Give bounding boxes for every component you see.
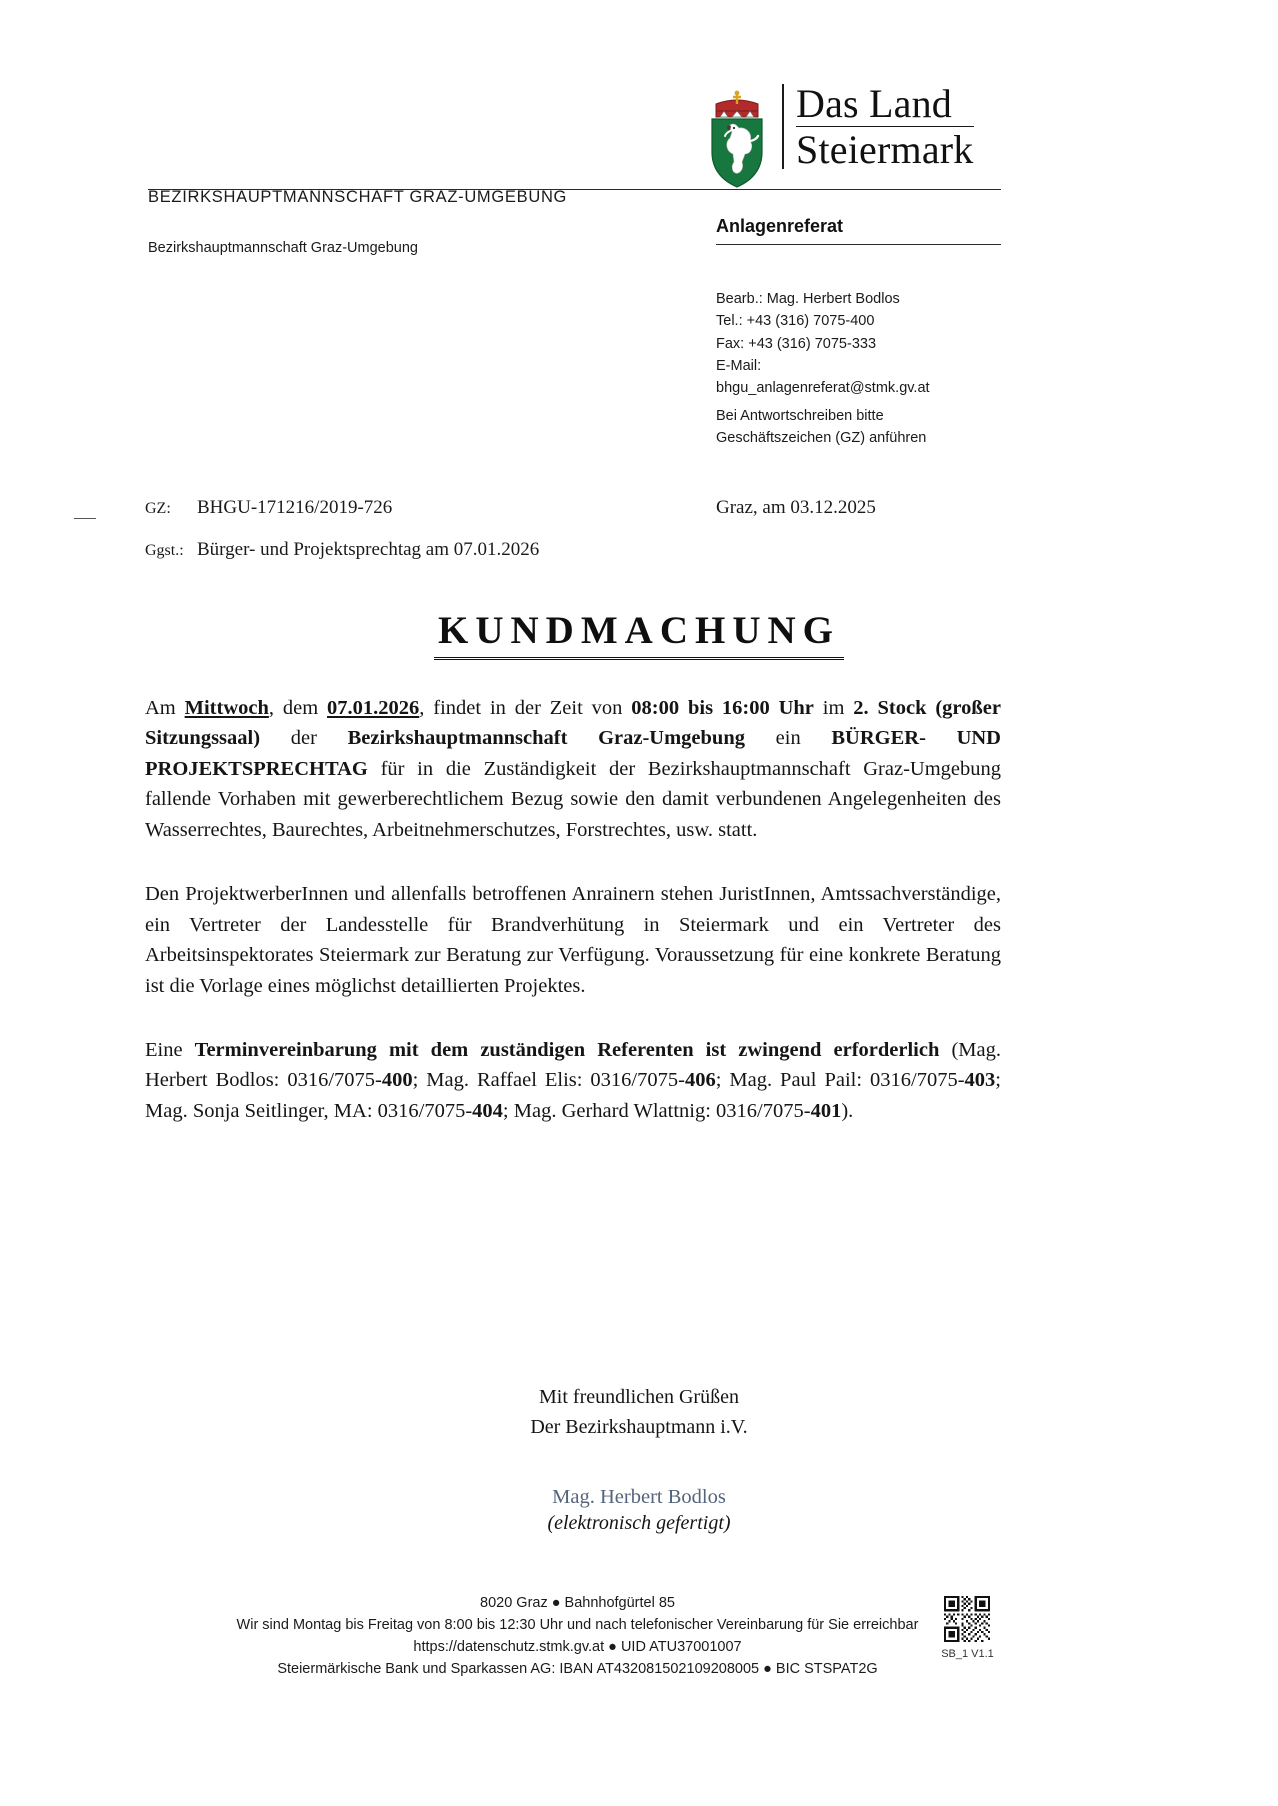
qr-code-label: SB_1 V1.1 <box>941 1648 994 1660</box>
signature-name: Mag. Herbert Bodlos <box>552 1486 726 1508</box>
gz-label: GZ: <box>145 500 171 517</box>
gz-value: BHGU-171216/2019-726 <box>197 497 393 518</box>
ggst-row <box>145 539 539 561</box>
signature-block <box>0 1382 1278 1442</box>
signature-role: Der Bezirkshauptmann i.V. <box>530 1416 748 1438</box>
styria-coat-of-arms-icon <box>706 90 768 190</box>
logo-wordmark <box>782 81 974 172</box>
contact-fax: Fax: +43 (316) 7075-333 <box>716 335 877 352</box>
contact-bearb: Bearb.: Mag. Herbert Bodlos <box>716 291 900 307</box>
gz-row <box>145 497 392 519</box>
contact-tel: Tel.: +43 (316) 7075-400 <box>716 313 875 330</box>
authority-heading: BEZIRKSHAUPTMANNSCHAFT GRAZ-UMGEBUNG <box>148 188 568 206</box>
footer-hours: Wir sind Montag bis Freitag von 8:00 bis 12:30 Uhr und nach telefonischer Vereinbarung für Sie erreichbar <box>236 1617 919 1634</box>
signature-electronic-note: (elektronisch gefertigt) <box>547 1512 731 1534</box>
fold-mark <box>74 518 96 519</box>
page-title <box>0 608 1278 653</box>
signature-greeting: Mit freundlichen Grüßen <box>539 1386 739 1408</box>
logo-line-1: Das Land <box>796 81 952 126</box>
state-logo <box>706 81 996 194</box>
document-body <box>145 693 1001 1160</box>
footer-address: 8020 Graz ● Bahnhofgürtel 85 <box>480 1595 675 1611</box>
footer-bank: Steiermärkische Bank und Sparkassen AG: IBAN AT432081502109208005 ● BIC STSPAT2G <box>277 1661 878 1678</box>
paragraph-participants: Den ProjektwerberInnen und allenfalls betroffenen Anrainern stehen JuristInnen, Amtssachverständige, ein Vertreter der Landesstelle für Brandverhütung in Steiermark und ein Vertreter des Arbeitsinspektorates Steiermark zur Beratung zur Verfügung. Voraussetzung für eine konkrete Beratung ist die Vorlage eines möglichst detaillierten Projektes. <box>145 883 1001 997</box>
reply-note <box>716 405 926 450</box>
document-footer <box>120 1592 1035 1680</box>
department-rule <box>716 244 1001 245</box>
contact-block <box>716 288 930 400</box>
qr-code-icon <box>944 1596 990 1642</box>
logo-line-2: Steiermark <box>796 126 974 172</box>
addressee-line: Bezirkshauptmannschaft Graz-Umgebung <box>148 240 418 256</box>
place-date: Graz, am 03.12.2025 <box>716 497 876 518</box>
ggst-label: Ggst.: <box>145 542 184 559</box>
reply-note-line-1: Bei Antwortschreiben bitte <box>716 408 884 424</box>
authority-rule <box>148 189 1001 190</box>
footer-privacy-uid: https://datenschutz.stmk.gv.at ● UID ATU37001007 <box>413 1639 742 1656</box>
paragraph-appointment: Eine Terminvereinbarung mit dem zuständigen Referenten ist zwingend erforderlich (Mag. Herbert Bodlos: 0316/7075-400; Mag. Raffael Elis: 0316/7075-406; Mag. Paul Pail: 0316/7075-403; Mag. Sonja Seitlinger, MA: 0316/7075-404; Mag. Gerhard Wlattnig: 0316/7075-401). <box>145 1038 1001 1122</box>
page-title-text: KUNDMACHUNG <box>434 609 844 660</box>
contact-email-label: E-Mail: <box>716 357 762 374</box>
reply-note-line-2: Geschäftszeichen (GZ) anführen <box>716 430 927 447</box>
department-title: Anlagenreferat <box>716 216 844 236</box>
contact-email[interactable]: bhgu_anlagenreferat@stmk.gv.at <box>716 380 930 397</box>
ggst-value: Bürger- und Projektsprechtag am 07.01.2026 <box>197 539 540 560</box>
paragraph-announcement: Am Mittwoch, dem 07.01.2026, findet in der Zeit von 08:00 bis 16:00 Uhr im 2. Stock (großer Sitzungssaal) der Bezirkshauptmannschaft Graz-Umgebung ein BÜRGER- UND PROJEKTSPRECHTAG für in die Zuständigkeit der Bezirkshauptmannschaft Graz-Umgebung fallende Vorhaben mit gewerberechtlichem Bezug sowie den damit verbundenen Angelegenheiten des Wasserrechtes, Baurechtes, Arbeitnehmerschutzes, Forstrechtes, usw. statt. <box>145 697 1002 841</box>
